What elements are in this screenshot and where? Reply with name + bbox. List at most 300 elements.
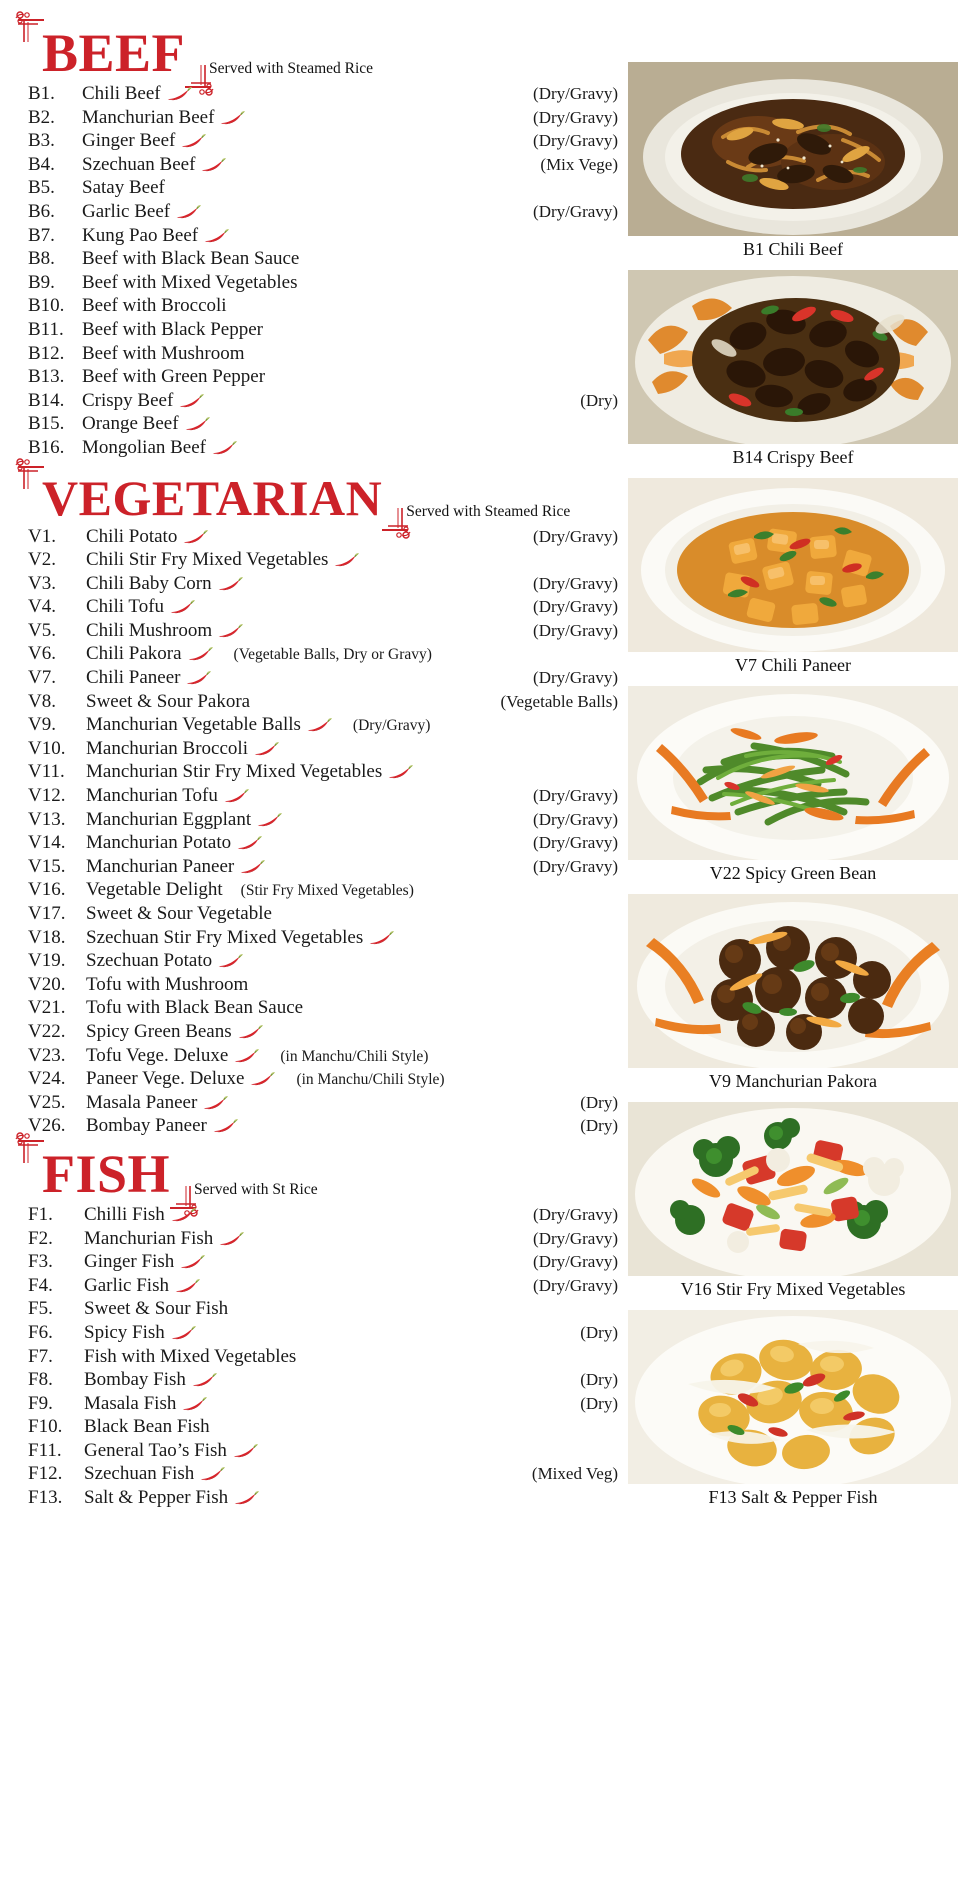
menu-item-row[interactable] <box>28 549 618 573</box>
menu-item-row[interactable] <box>28 177 618 201</box>
menu-item-name: Kung Pao Beef <box>82 224 199 246</box>
menu-item-row[interactable] <box>28 1416 618 1440</box>
menu-item-code: V24. <box>28 1068 66 1090</box>
menu-item-name: Salt & Pepper Fish <box>84 1487 229 1509</box>
menu-item-code: V12. <box>28 785 66 807</box>
chili-pepper-icon <box>223 789 249 803</box>
menu-item-row[interactable] <box>28 1346 618 1370</box>
menu-item-note: (Dry/Gravy) <box>533 573 618 593</box>
menu-item-row[interactable] <box>28 107 618 131</box>
menu-item-name-wrap <box>86 526 211 548</box>
section-title-wrap <box>28 23 195 83</box>
menu-item-row[interactable] <box>28 643 618 667</box>
section-title: VEGETARIAN <box>42 469 383 526</box>
menu-item-name: Bombay Paneer <box>86 1115 207 1137</box>
menu-item-name: Beef with Green Pepper <box>82 366 266 388</box>
chili-pepper-icon <box>237 1025 263 1039</box>
menu-item-name: Satay Beef <box>82 177 165 199</box>
dish-photo-caption: V9 Manchurian Pakora <box>709 1071 877 1091</box>
menu-item-name: Vegetable Delight <box>86 879 223 901</box>
menu-item-row[interactable] <box>28 573 618 597</box>
menu-item-name: Chili Pakora <box>86 643 182 665</box>
menu-item-name: Orange Beef <box>82 413 179 435</box>
menu-item-row[interactable] <box>28 319 618 343</box>
chili-pepper-icon <box>185 671 211 685</box>
section-header <box>28 1139 618 1204</box>
menu-item-name-wrap <box>86 809 285 831</box>
chili-pepper-icon <box>233 1491 259 1505</box>
menu-item-name: Beef with Mushroom <box>82 342 245 364</box>
menu-item-note: (Mixed Veg) <box>531 1464 618 1484</box>
menu-item-note: (Dry/Gravy) <box>533 786 618 806</box>
menu-item-name: Szechuan Beef <box>82 153 196 175</box>
dish-photo-manchurian-pakora <box>628 894 958 1068</box>
menu-item-code: B15. <box>28 413 65 435</box>
menu-item-name-wrap <box>86 1092 231 1114</box>
menu-item-name-wrap <box>86 1021 266 1043</box>
menu-item-name: Paneer Vege. Deluxe <box>86 1068 245 1090</box>
menu-item-name: Chili Paneer <box>86 667 181 689</box>
menu-item-row[interactable] <box>28 413 618 437</box>
menu-item-note: (Dry/Gravy) <box>533 131 618 151</box>
menu-item-code: F10. <box>28 1416 63 1438</box>
menu-item-row[interactable] <box>28 343 618 367</box>
menu-item-code: B9. <box>28 271 55 293</box>
menu-item-code: B7. <box>28 224 55 246</box>
menu-item-row[interactable] <box>28 1021 618 1045</box>
menu-item-code: V15. <box>28 855 66 877</box>
menu-item-code: V10. <box>28 737 66 759</box>
section-header <box>28 461 618 526</box>
dish-photo-card <box>628 1102 958 1304</box>
menu-item-name: Manchurian Beef <box>82 106 215 128</box>
menu-item-name-wrap <box>82 130 209 152</box>
menu-item-name: Black Bean Fish <box>84 1416 210 1438</box>
menu-item-code: V20. <box>28 973 66 995</box>
menu-item-note: (Dry) <box>580 1322 618 1342</box>
dish-photo-card <box>628 1310 958 1512</box>
menu-item-name: Chili Baby Corn <box>86 572 212 594</box>
menu-item-note: (Dry) <box>580 1370 618 1390</box>
menu-item-name-wrap <box>82 437 240 459</box>
menu-item-name-wrap <box>86 691 250 713</box>
menu-item-name: Beef with Black Bean Sauce <box>82 248 300 270</box>
menu-item-code: B16. <box>28 436 65 458</box>
menu-item-row[interactable] <box>28 130 618 154</box>
menu-item-name-wrap <box>84 1393 210 1415</box>
menu-section-vegetarian <box>28 461 618 1139</box>
menu-item-list <box>28 83 618 461</box>
menu-item-name-wrap <box>84 1487 262 1509</box>
menu-item-code: V17. <box>28 903 66 924</box>
section-title: FISH <box>42 1143 171 1204</box>
menu-item-row[interactable] <box>28 903 618 927</box>
menu-item-name-wrap <box>82 107 248 129</box>
menu-item-note: (Vegetable Balls, Dry or Gravy) <box>233 646 432 664</box>
menu-item-name-wrap <box>86 785 252 807</box>
menu-item-name-wrap <box>84 1275 203 1297</box>
menu-item-row[interactable] <box>28 785 618 809</box>
menu-item-code: B1. <box>28 83 55 104</box>
menu-item-name-wrap <box>86 714 335 736</box>
menu-item-row[interactable] <box>28 1440 618 1464</box>
chili-pepper-icon <box>232 1444 258 1458</box>
menu-item-row[interactable] <box>28 691 618 715</box>
menu-item-name: Chili Potato <box>86 525 178 547</box>
menu-item-note: (Dry) <box>580 1393 618 1413</box>
menu-item-row[interactable] <box>28 1204 618 1228</box>
menu-item-name-wrap <box>82 390 207 412</box>
menu-item-row[interactable] <box>28 1298 618 1322</box>
menu-item-name: Mongolian Beef <box>82 436 207 458</box>
menu-item-note: (Stir Fry Mixed Vegetables) <box>240 882 414 900</box>
menu-item-note: (Dry/Gravy) <box>533 833 618 853</box>
menu-item-row[interactable] <box>28 366 618 390</box>
menu-item-name: Beef with Mixed Vegetables <box>82 271 298 293</box>
menu-item-note: (in Manchu/Chili Style) <box>296 1071 445 1089</box>
menu-item-name-wrap <box>86 667 214 689</box>
menu-item-row[interactable] <box>28 201 618 225</box>
menu-item-name: Sweet & Sour Vegetable <box>86 903 272 924</box>
chili-pepper-icon <box>217 624 243 638</box>
menu-item-name: Chili Mushroom <box>86 619 213 641</box>
menu-item-code: B8. <box>28 248 55 270</box>
menu-item-name: Manchurian Tofu <box>86 785 218 807</box>
menu-item-row[interactable] <box>28 974 618 998</box>
menu-item-note: (Vegetable Balls) <box>500 691 618 711</box>
menu-item-row[interactable] <box>28 1092 618 1116</box>
menu-item-name-wrap <box>82 413 213 435</box>
section-served-note: Served with Steamed Rice <box>406 502 571 520</box>
menu-item-note: (Dry/Gravy) <box>533 668 618 688</box>
menu-item-code: V1. <box>28 525 56 547</box>
chili-pepper-icon <box>218 1232 244 1246</box>
menu-item-code: V18. <box>28 926 66 948</box>
section-served-note: Served with Steamed Rice <box>209 60 374 77</box>
chili-pepper-icon <box>202 1096 228 1110</box>
menu-item-name-wrap <box>84 1204 199 1226</box>
menu-item-code: V22. <box>28 1020 66 1042</box>
dish-photo-salt-pepper-fish <box>628 1310 958 1484</box>
chili-pepper-icon <box>256 813 282 827</box>
menu-item-name: Chilli Fish <box>84 1203 165 1225</box>
menu-item-row[interactable] <box>28 1275 618 1299</box>
menu-item-name-wrap <box>86 997 303 1019</box>
menu-item-code: F6. <box>28 1321 53 1343</box>
menu-item-name: Chili Beef <box>82 83 161 104</box>
menu-item-row[interactable] <box>28 927 618 951</box>
chili-pepper-icon <box>219 111 245 125</box>
menu-item-row[interactable] <box>28 596 618 620</box>
menu-item-name: Ginger Beef <box>82 130 176 152</box>
chili-pepper-icon <box>368 931 394 945</box>
dish-photo-card <box>628 270 958 472</box>
menu-item-note: (Dry/Gravy) <box>533 1228 618 1248</box>
dish-photo-caption: V7 Chili Paneer <box>735 655 851 675</box>
menu-item-code: V7. <box>28 667 56 689</box>
chili-pepper-icon <box>211 441 237 455</box>
menu-item-name-wrap <box>84 1251 208 1273</box>
chili-pepper-icon <box>333 553 359 567</box>
menu-item-row[interactable] <box>28 1045 618 1069</box>
menu-item-name: Szechuan Fish <box>84 1463 195 1485</box>
menu-item-name: Garlic Fish <box>84 1274 169 1296</box>
chili-pepper-icon <box>181 1397 207 1411</box>
menu-item-note: (Dry) <box>580 1092 618 1112</box>
menu-item-code: V2. <box>28 549 56 571</box>
menu-item-name-wrap <box>86 832 265 854</box>
menu-item-name-wrap <box>86 738 282 760</box>
menu-item-row[interactable] <box>28 761 618 785</box>
menu-item-name-wrap <box>84 1369 220 1391</box>
menu-item-name: Chili Tofu <box>86 596 165 618</box>
menu-item-row[interactable] <box>28 248 618 272</box>
menu-item-row[interactable] <box>28 437 618 461</box>
menu-item-code: V13. <box>28 808 66 830</box>
menu-item-code: V3. <box>28 572 56 594</box>
menu-item-name-wrap <box>84 1440 261 1462</box>
menu-item-code: F7. <box>28 1345 53 1367</box>
chili-pepper-icon <box>253 742 279 756</box>
menu-item-code: V26. <box>28 1115 66 1137</box>
chili-pepper-icon <box>217 954 243 968</box>
dish-photo-chili-beef <box>628 62 958 236</box>
menu-item-name-wrap <box>82 154 229 176</box>
dish-photo-caption: V22 Spicy Green Bean <box>709 863 877 883</box>
menu-item-row[interactable] <box>28 390 618 414</box>
menu-item-note: (Mix Vege) <box>540 154 618 174</box>
dish-photo-card <box>628 478 958 680</box>
section-title-wrap <box>28 1143 180 1204</box>
menu-item-code: V14. <box>28 832 66 854</box>
menu-item-name-wrap <box>86 927 397 949</box>
dish-photo-caption: B1 Chili Beef <box>743 239 843 259</box>
dish-photo-mixed-veg <box>628 1102 958 1276</box>
menu-item-row[interactable] <box>28 879 618 903</box>
menu-item-row[interactable] <box>28 83 618 107</box>
menu-item-name-wrap <box>86 856 268 878</box>
menu-item-name: Masala Paneer <box>86 1091 198 1113</box>
menu-item-name: Manchurian Paneer <box>86 855 235 877</box>
menu-item-row[interactable] <box>28 1251 618 1275</box>
menu-item-list <box>28 526 618 1139</box>
menu-item-name: Sweet & Sour Fish <box>84 1298 229 1320</box>
menu-item-name-wrap <box>84 1346 296 1368</box>
menu-item-name-wrap <box>82 272 297 294</box>
menu-item-code: F13. <box>28 1487 63 1509</box>
dish-photo-caption: F13 Salt & Pepper Fish <box>708 1487 878 1507</box>
dish-photo-column <box>628 62 958 1518</box>
menu-item-name-wrap <box>82 83 195 105</box>
menu-item-name: Manchurian Fish <box>84 1227 214 1249</box>
dish-photo-caption: V16 Stir Fry Mixed Vegetables <box>680 1279 906 1299</box>
menu-item-name: General Tao’s Fish <box>84 1439 227 1461</box>
menu-item-name-wrap <box>86 903 272 925</box>
menu-item-name: Szechuan Potato <box>86 950 213 972</box>
dish-photo-crispy-beef <box>628 270 958 444</box>
menu-item-row[interactable] <box>28 620 618 644</box>
menu-item-name: Spicy Fish <box>84 1321 165 1343</box>
menu-item-name: Manchurian Eggplant <box>86 808 252 830</box>
menu-item-row[interactable] <box>28 809 618 833</box>
menu-item-row[interactable] <box>28 1463 618 1487</box>
menu-item-code: F4. <box>28 1274 53 1296</box>
menu-item-name: Manchurian Broccoli <box>86 737 248 759</box>
menu-item-code: F2. <box>28 1227 53 1249</box>
menu-item-code: F8. <box>28 1369 53 1391</box>
chili-pepper-icon <box>174 1279 200 1293</box>
menu-item-code: V25. <box>28 1091 66 1113</box>
menu-item-code: V21. <box>28 997 66 1019</box>
menu-item-code: F5. <box>28 1298 53 1320</box>
menu-item-code: V19. <box>28 950 66 972</box>
section-header <box>28 18 618 83</box>
section-title: BEEF <box>42 23 186 83</box>
menu-item-name: Sweet & Sour Pakora <box>86 690 251 712</box>
menu-item-row[interactable] <box>28 1115 618 1139</box>
menu-item-row[interactable] <box>28 1393 618 1417</box>
chili-pepper-icon <box>212 1119 238 1133</box>
menu-item-name: Manchurian Potato <box>86 832 232 854</box>
menu-item-note: (Dry/Gravy) <box>533 526 618 546</box>
menu-item-code: V16. <box>28 879 66 901</box>
menu-item-code: V4. <box>28 596 56 618</box>
menu-item-name: Manchurian Vegetable Balls <box>86 714 301 736</box>
menu-item-code: V9. <box>28 714 56 736</box>
dish-photo-caption: B14 Crispy Beef <box>732 447 854 467</box>
menu-item-code: F12. <box>28 1463 63 1485</box>
menu-item-note: (in Manchu/Chili Style) <box>280 1047 429 1065</box>
menu-item-row[interactable] <box>28 1487 618 1511</box>
chili-pepper-icon <box>217 577 243 591</box>
menu-item-name-wrap <box>82 248 299 270</box>
menu-item-code: B11. <box>28 318 64 340</box>
chili-pepper-icon <box>166 87 192 101</box>
menu-item-row[interactable] <box>28 1369 618 1393</box>
menu-item-name-wrap <box>86 879 223 901</box>
menu-section-beef <box>28 18 618 461</box>
menu-item-list <box>28 1204 618 1511</box>
menu-item-name-wrap <box>82 177 165 199</box>
chili-pepper-icon <box>387 765 413 779</box>
menu-item-row[interactable] <box>28 225 618 249</box>
menu-item-row[interactable] <box>28 667 618 691</box>
menu-item-name-wrap <box>86 596 198 618</box>
menu-item-name-wrap <box>84 1463 228 1485</box>
menu-item-code: V23. <box>28 1044 66 1066</box>
menu-item-code: V11. <box>28 761 65 783</box>
menu-item-name-wrap <box>86 1068 278 1090</box>
menu-item-row[interactable] <box>28 832 618 856</box>
menu-item-row[interactable] <box>28 738 618 762</box>
menu-item-name-wrap <box>82 366 265 388</box>
menu-item-name-wrap <box>82 295 227 317</box>
menu-sections-column <box>28 18 618 1511</box>
section-served-note: Served with St Rice <box>194 1180 318 1198</box>
menu-item-note: (Dry/Gravy) <box>533 107 618 127</box>
menu-item-name-wrap <box>84 1298 228 1320</box>
menu-item-code: V5. <box>28 619 56 641</box>
menu-item-name: Masala Fish <box>84 1392 177 1414</box>
chili-pepper-icon <box>175 205 201 219</box>
chili-pepper-icon <box>179 1255 205 1269</box>
menu-item-row[interactable] <box>28 526 618 550</box>
chili-pepper-icon <box>249 1072 275 1086</box>
dish-photo-card <box>628 894 958 1096</box>
menu-item-row[interactable] <box>28 997 618 1021</box>
menu-item-row[interactable] <box>28 856 618 880</box>
chili-pepper-icon <box>170 1208 196 1222</box>
menu-item-name: Chili Stir Fry Mixed Vegetables <box>86 549 329 571</box>
chili-pepper-icon <box>170 1326 196 1340</box>
menu-item-row[interactable] <box>28 154 618 178</box>
menu-item-note: (Dry/Gravy) <box>533 1204 618 1224</box>
menu-item-note: (Dry/Gravy) <box>352 717 431 735</box>
menu-item-note: (Dry/Gravy) <box>533 201 618 221</box>
chili-pepper-icon <box>184 417 210 431</box>
menu-item-name-wrap <box>84 1228 247 1250</box>
menu-item-code: B5. <box>28 177 55 199</box>
dish-photo-card <box>628 686 958 888</box>
menu-item-name-wrap <box>86 620 246 642</box>
menu-item-note: (Dry/Gravy) <box>533 620 618 640</box>
menu-item-row[interactable] <box>28 272 618 296</box>
dish-photo-green-bean <box>628 686 958 860</box>
menu-item-code: B6. <box>28 200 55 222</box>
menu-item-name-wrap <box>86 643 216 665</box>
chili-pepper-icon <box>191 1373 217 1387</box>
menu-item-code: V6. <box>28 643 56 665</box>
menu-item-name: Beef with Broccoli <box>82 295 227 317</box>
menu-item-row[interactable] <box>28 1068 618 1092</box>
menu-item-row[interactable] <box>28 950 618 974</box>
dish-photo-chili-paneer <box>628 478 958 652</box>
menu-item-name: Tofu with Black Bean Sauce <box>86 997 304 1019</box>
menu-item-name: Fish with Mixed Vegetables <box>84 1345 297 1367</box>
menu-item-row[interactable] <box>28 295 618 319</box>
menu-item-name-wrap <box>86 1045 262 1067</box>
menu-item-name: Manchurian Stir Fry Mixed Vegetables <box>86 761 383 783</box>
menu-item-row[interactable] <box>28 1322 618 1346</box>
menu-item-code: V8. <box>28 690 56 712</box>
menu-item-name: Tofu with Mushroom <box>86 973 249 995</box>
menu-item-name: Szechuan Stir Fry Mixed Vegetables <box>86 926 364 948</box>
chili-pepper-icon <box>182 530 208 544</box>
chili-pepper-icon <box>199 1467 225 1481</box>
menu-item-name-wrap <box>84 1322 199 1344</box>
menu-item-name-wrap <box>82 319 263 341</box>
menu-item-name-wrap <box>86 549 362 571</box>
menu-item-note: (Dry/Gravy) <box>533 1252 618 1272</box>
menu-item-note: (Dry/Gravy) <box>533 597 618 617</box>
chili-pepper-icon <box>178 394 204 408</box>
menu-item-note: (Dry/Gravy) <box>533 856 618 876</box>
menu-item-name-wrap <box>86 761 416 783</box>
menu-item-code: B3. <box>28 130 55 152</box>
menu-item-row[interactable] <box>28 714 618 738</box>
menu-item-name-wrap <box>86 573 246 595</box>
chili-pepper-icon <box>187 647 213 661</box>
menu-item-name: Beef with Black Pepper <box>82 318 263 340</box>
menu-item-name: Crispy Beef <box>82 389 174 411</box>
menu-item-row[interactable] <box>28 1228 618 1252</box>
chili-pepper-icon <box>180 134 206 148</box>
chili-pepper-icon <box>200 158 226 172</box>
menu-item-name-wrap <box>82 201 204 223</box>
menu-item-note: (Dry/Gravy) <box>533 84 618 103</box>
menu-item-note: (Dry) <box>580 1116 618 1136</box>
menu-item-code: B2. <box>28 106 55 128</box>
